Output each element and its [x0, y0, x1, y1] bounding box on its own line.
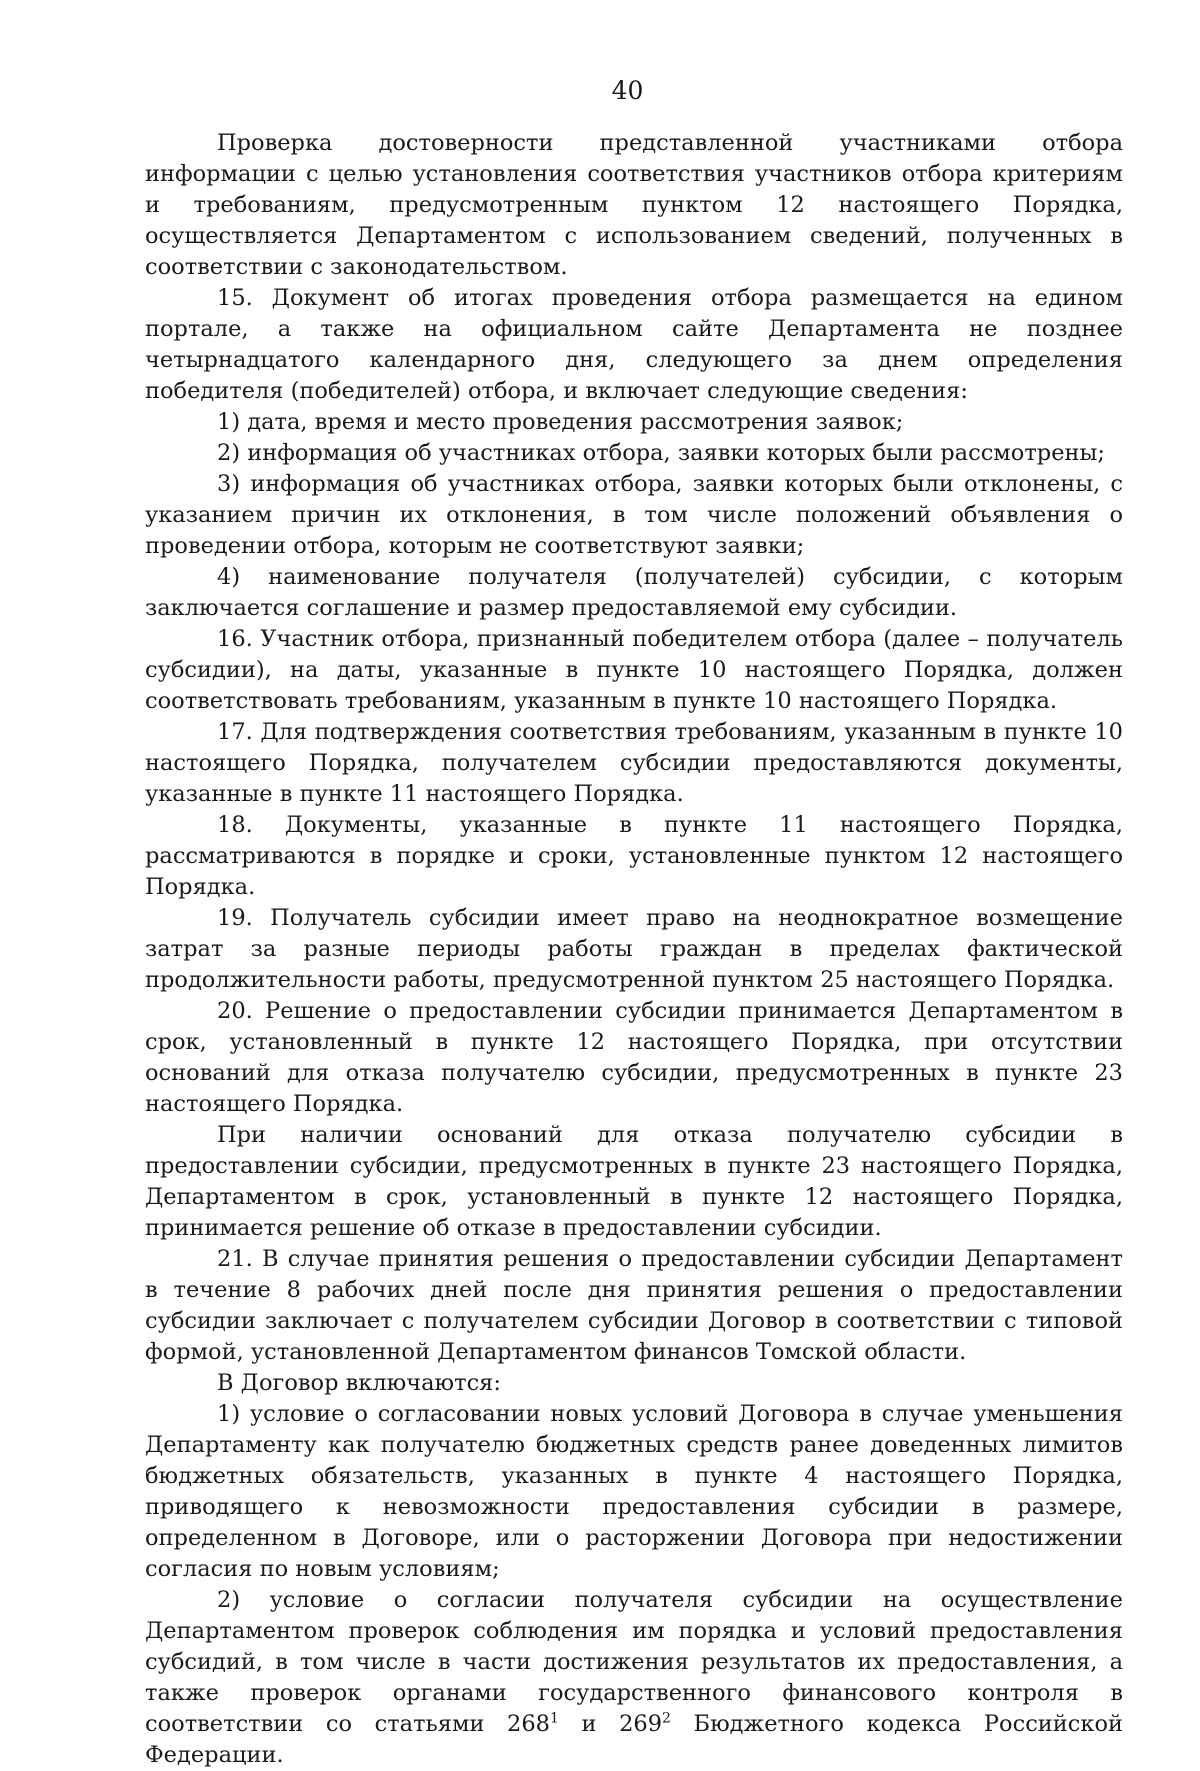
paragraph-20-refusal: При наличии оснований для отказа получателю субсидии в предоставлении субсидии, предусмотренных в пункте 23 настоящего Порядка, Департаментом в срок, установленный в пункте 12 настоящего Порядка, принимается решение об отказе в предоставлении субсидии.: [145, 1122, 1123, 1241]
paragraph-verification: Проверка достоверности представленной участниками отбора информации с целью установления соответствия участников отбора критериям и требованиям, предусмотренным пунктом 12 настоящего Порядка, осуществляется Департаментом с использованием сведений, полученных в соответствии с законодательством.: [145, 130, 1123, 280]
paragraph-20: 20. Решение о предоставлении субсидии принимается Департаментом в срок, установленный в пункте 12 настоящего Порядка, при отсутствии оснований для отказа получателю субсидии, предусмотренных в пункте 23 настоящего Порядка.: [145, 998, 1123, 1117]
paragraph-15-item-4: 4) наименование получателя (получателей) субсидии, с которым заключается соглашение и размер предоставляемой ему субсидии.: [145, 564, 1123, 621]
paragraph-15-item-3: 3) информация об участниках отбора, заявки которых были отклонены, с указанием причин их отклонения, в том числе положений объявления о проведении отбора, которым не соответствуют заявки;: [145, 471, 1123, 559]
paragraph-21-item-2-text-2: и 269: [558, 1711, 663, 1737]
document-body: [145, 128, 1123, 1771]
paragraph-16: 16. Участник отбора, признанный победителем отбора (далее – получатель субсидии), на даты, указанные в пункте 10 настоящего Порядка, должен соответствовать требованиям, указанным в пункте 10 настоящего Порядка.: [145, 626, 1123, 714]
paragraph-18: 18. Документы, указанные в пункте 11 настоящего Порядка, рассматриваются в порядке и сроки, установленные пунктом 12 настоящего Порядка.: [145, 812, 1123, 900]
page-number: 40: [611, 76, 644, 105]
paragraph-15-item-1: 1) дата, время и место проведения рассмотрения заявок;: [217, 409, 904, 435]
paragraph-21-item-1: 1) условие о согласовании новых условий Договора в случае уменьшения Департаменту как получателю бюджетных средств ранее доведенных лимитов бюджетных обязательств, указанных в пункте 4 настоящего Порядка, приводящего к невозможности предоставления субсидии в размере, определенном в Договоре, или о расторжении Договора при недостижении согласия по новым условиям;: [145, 1401, 1123, 1582]
paragraph-21-item-2: [145, 1585, 1123, 1771]
paragraph-21-intro: В Договор включаются:: [217, 1370, 501, 1396]
paragraph-15: 15. Документ об итогах проведения отбора размещается на едином портале, а также на официальном сайте Департамента не позднее четырнадцатого календарного дня, следующего за днем определения победителя (победителей) отбора, и включает следующие сведения:: [145, 285, 1123, 404]
paragraph-21: 21. В случае принятия решения о предоставлении субсидии Департамент в течение 8 рабочих дней после дня принятия решения о предоставлении субсидии заключает с получателем субсидии Договор в соответствии с типовой формой, установленной Департаментом финансов Томской области.: [145, 1246, 1123, 1365]
paragraph-21-item-2-text-1: 2) условие о согласии получателя субсидии на осуществление Департаментом проверок соблюдения им порядка и условий предоставления субсидий, в том числе в части достижения результатов их предоставления, а также проверок органами государственного финансового контроля в соответствии со статьями 268: [145, 1587, 1123, 1737]
paragraph-15-item-2: 2) информация об участниках отбора, заявки которых были рассмотрены;: [217, 440, 1105, 466]
superscript-2: 2: [662, 1710, 671, 1727]
superscript-1: 1: [550, 1710, 559, 1727]
paragraph-17: 17. Для подтверждения соответствия требованиям, указанным в пункте 10 настоящего Порядка, получателем субсидии предоставляются документы, указанные в пункте 11 настоящего Порядка.: [145, 719, 1123, 807]
paragraph-21-item-2-text-3: Бюджетного кодекса Российской Федерации.: [145, 1711, 1123, 1768]
paragraph-19: 19. Получатель субсидии имеет право на неоднократное возмещение затрат за разные периоды работы граждан в пределах фактической продолжительности работы, предусмотренной пунктом 25 настоящего Порядка.: [145, 905, 1123, 993]
